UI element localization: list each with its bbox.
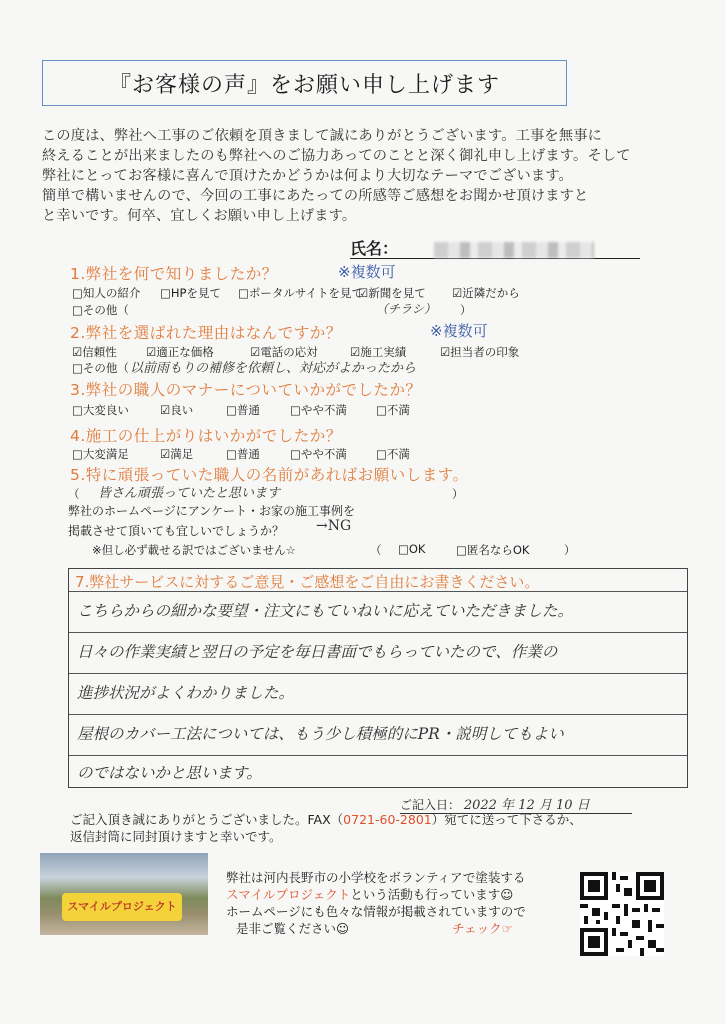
divider — [69, 755, 687, 756]
q2-option[interactable]: ☑施工実績 — [350, 345, 407, 359]
q1-paren-close: ） — [460, 303, 472, 317]
page-title: 『お客様の声』をお願い申し上げます — [42, 60, 567, 106]
q6-paren-open: （ — [370, 543, 382, 557]
q3-option[interactable]: □不満 — [376, 403, 410, 417]
date-value: 2022 年 12 月 10 日 — [463, 798, 590, 813]
q4-label: 4.施工の仕上がりはいかがでしたか？ — [70, 427, 342, 445]
footer-text: ）宛てに送って下さるか、 — [431, 812, 582, 827]
divider — [69, 714, 687, 715]
fax-number: 0721-60-2801 — [343, 812, 432, 827]
q3-label: 3.弊社の職人のマナーについていかがでしたか？ — [70, 381, 422, 399]
q5-paren-close: ） — [452, 487, 464, 501]
q2-label: 2.弊社を選ばれた理由はなんですか？ — [70, 324, 342, 342]
q7-label: 7.弊社サービスに対するご意見・ご感想をご自由にお書きください。 — [75, 573, 540, 591]
q2-note: ※複数可 — [430, 322, 488, 340]
q1-option[interactable]: □その他（ — [72, 303, 129, 317]
footer-line2: 返信封筒に同封頂けますと幸いです。 — [70, 829, 282, 844]
project-line4: 是非ご覧ください☺ — [236, 921, 350, 936]
q2-option[interactable]: ☑適正な価格 — [146, 345, 214, 359]
q7-answer-line: 進捗状況がよくわかりました。 — [77, 684, 295, 702]
project-line1: 弊社は河内長野市の小学校をボランティアで塗装する — [226, 870, 526, 885]
date-label: ご記入日： — [400, 798, 461, 812]
project-text: という活動も行っています☺ — [350, 887, 514, 902]
q6-paren-close: ） — [564, 543, 576, 557]
q6-line1: 弊社のホームページにアンケート・お家の施工事例を — [68, 504, 356, 518]
q1-option[interactable]: ☑新聞を見て — [358, 286, 426, 300]
divider — [69, 632, 687, 633]
q3-option[interactable]: □普通 — [226, 403, 260, 417]
q4-option[interactable]: ☑満足 — [160, 447, 194, 461]
q7-answer-line: のではないかと思います。 — [77, 764, 262, 782]
q1-handwritten: （チラシ） — [376, 302, 437, 316]
q6-handwritten-answer: →NG — [316, 518, 352, 534]
q4-option[interactable]: □普通 — [226, 447, 260, 461]
divider — [69, 591, 687, 592]
intro-line: この度は、弊社へ工事のご依頼を頂きまして誠にありがとうございます。工事を無事に — [42, 128, 602, 144]
q3-option[interactable]: □大変良い — [72, 403, 129, 417]
divider — [69, 673, 687, 674]
project-banner: スマイルプロジェクト — [62, 893, 182, 921]
smile-project-photo — [40, 853, 208, 935]
q4-option[interactable]: □不満 — [376, 447, 410, 461]
q7-answer-line: 屋根のカバー工法については、もう少し積極的にPR・説明してもよい — [77, 725, 564, 743]
q6-option[interactable]: □OK — [398, 542, 426, 556]
project-line3: ホームページにも色々な情報が掲載されていますので — [226, 904, 526, 919]
q2-option[interactable]: ☑信頼性 — [72, 345, 117, 359]
q6-note: ※但し必ず載せる訳ではございません☆ — [92, 543, 296, 557]
q5-paren-open: （ — [68, 487, 80, 501]
q6-line2: 掲載させて頂いても宜しいでしょうか？ — [68, 524, 285, 538]
intro-line: 弊社にとってお客様に喜んで頂けたかどうかは何より大切なテーマでございます。 — [42, 168, 573, 184]
q2-option[interactable]: ☑担当者の印象 — [440, 345, 520, 359]
intro-line: 簡単で構いませんので、今回の工事にあたっての所感等ご感想をお聞かせ頂けますと — [42, 188, 589, 204]
q7-answer-line: こちらからの細かな要望・注文にもていねいに応えていただきました。 — [77, 602, 574, 620]
redacted-name — [434, 242, 594, 258]
q7-box[interactable] — [68, 568, 688, 788]
q2-option[interactable]: ☑電話の応対 — [250, 345, 318, 359]
name-label: 氏名： — [350, 239, 399, 258]
qr-code[interactable] — [580, 872, 664, 956]
footer-line1 — [70, 810, 582, 828]
footer-text: ご記入頂き誠にありがとうございました。FAX（ — [70, 812, 344, 827]
q2-handwritten: 以前雨もりの補修を依頼し、対応がよかったから — [130, 361, 417, 376]
q4-option[interactable]: □大変満足 — [72, 447, 129, 461]
q6-option[interactable]: □匿名ならOK — [456, 543, 530, 557]
q1-option[interactable]: ☑近隣だから — [452, 286, 520, 300]
q5-handwritten: 皆さん頑張っていたと思います — [98, 486, 281, 501]
q1-option[interactable]: □知人の紹介 — [72, 286, 141, 300]
check-link[interactable]: チェック☞ — [452, 921, 513, 936]
name-field[interactable] — [350, 236, 640, 259]
q4-option[interactable]: □やや不満 — [290, 447, 347, 461]
project-line2 — [226, 885, 513, 903]
q1-option[interactable]: □HPを見て — [160, 286, 221, 300]
q3-option[interactable]: □やや不満 — [290, 403, 347, 417]
q3-option[interactable]: ☑良い — [160, 403, 194, 417]
q1-note: ※複数可 — [338, 263, 396, 281]
q1-option[interactable]: □ポータルサイトを見て — [238, 286, 364, 300]
intro-text — [42, 126, 692, 226]
q5-label: 5.特に頑張っていた職人の名前があればお願いします。 — [70, 466, 469, 484]
intro-line: と幸いです。何卒、宜しくお願い申し上げます。 — [42, 208, 357, 224]
project-name: スマイルプロジェクト — [226, 887, 351, 902]
q1-label: 1.弊社を何で知りましたか？ — [70, 265, 278, 283]
q2-option[interactable]: □その他（ — [72, 361, 129, 375]
q7-answer-line: 日々の作業実績と翌日の予定を毎日書面でもらっていたので、作業の — [77, 643, 558, 661]
intro-line: 終えることが出来ましたのも弊社へのご協力あってのことと深く御礼申し上げます。そして — [42, 148, 631, 164]
